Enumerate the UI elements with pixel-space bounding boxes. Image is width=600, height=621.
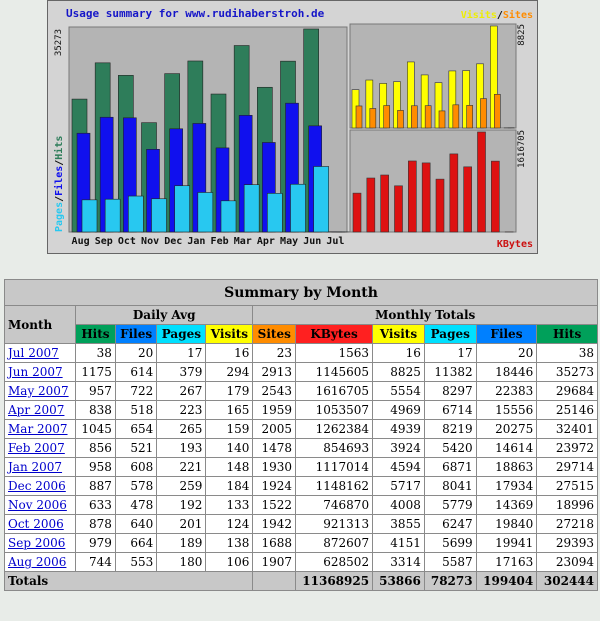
month-link[interactable]: Mar 2007 (8, 422, 68, 436)
daily-avg-header: Daily Avg (76, 306, 252, 324)
monthly-kbytes-cell: 1148162 (296, 477, 372, 495)
monthly-files-cell: 17163 (477, 553, 537, 571)
table-row (5, 515, 597, 533)
monthly-kbytes-cell: 921313 (296, 515, 372, 533)
monthly-sites-cell: 1522 (253, 496, 295, 514)
bar-pages-aug (82, 200, 97, 232)
monthly-kbytes-cell: 1053507 (296, 401, 372, 419)
month-link[interactable]: Dec 2006 (8, 479, 66, 493)
visits-ymax-label: 8825 (517, 24, 527, 46)
daily-files-cell: 608 (116, 458, 156, 476)
legend-slash: / (496, 10, 503, 21)
daily-visits-cell: 165 (206, 401, 252, 419)
monthly-files-cell: 15556 (477, 401, 537, 419)
bar-sites-nov (398, 110, 404, 128)
monthly-hits-cell: 29714 (537, 458, 597, 476)
bar-kbytes-aug (353, 193, 361, 232)
x-tick-label: Dec (164, 236, 183, 247)
month-cell (5, 344, 75, 362)
daily-pages-cell: 193 (157, 439, 205, 457)
x-tick-label: Jul (326, 236, 345, 247)
monthly-hits-cell: 29393 (537, 534, 597, 552)
monthly-kbytes-cell: 1145605 (296, 363, 372, 381)
table-row (5, 382, 597, 400)
daily-pages-cell: 267 (157, 382, 205, 400)
month-link[interactable]: Oct 2006 (8, 517, 64, 531)
bar-pages-feb (221, 201, 236, 232)
month-link[interactable]: Nov 2006 (8, 498, 67, 512)
monthly-totals-header: Monthly Totals (253, 306, 597, 324)
daily-hits-cell: 38 (76, 344, 115, 362)
totals-sites (253, 572, 295, 590)
table-row (5, 420, 597, 438)
bar-kbytes-nov (395, 186, 403, 232)
monthly-kbytes-cell: 628502 (296, 553, 372, 571)
monthly-visits-cell: 4008 (373, 496, 424, 514)
monthly-files-cell: 19941 (477, 534, 537, 552)
month-link[interactable]: Jan 2007 (8, 460, 63, 474)
table-row (5, 496, 597, 514)
x-tick-label: Apr (256, 236, 275, 247)
daily-pages-cell: 192 (157, 496, 205, 514)
bar-pages-nov (152, 199, 167, 232)
month-link[interactable]: Feb 2007 (8, 441, 65, 455)
legend-slash: / (54, 159, 65, 166)
monthly-pages-cell: 17 (425, 344, 476, 362)
visits-legend (461, 9, 533, 21)
daily-hits-cell: 744 (76, 553, 115, 571)
table-row (5, 458, 597, 476)
daily-pages-cell: 223 (157, 401, 205, 419)
table-row (5, 534, 597, 552)
monthly-sites-cell: 1924 (253, 477, 295, 495)
monthly-hits-cell: 32401 (537, 420, 597, 438)
bar-kbytes-jan (422, 163, 430, 232)
daily-hits-cell: 1175 (76, 363, 115, 381)
monthly-sites-cell: 23 (253, 344, 295, 362)
monthly-hits-cell: 38 (537, 344, 597, 362)
bar-pages-dec (175, 186, 190, 232)
month-cell (5, 534, 75, 552)
totals-label: Totals (5, 572, 252, 590)
totals-files: 199404 (477, 572, 537, 590)
table-row (5, 363, 597, 381)
daily-files-cell: 664 (116, 534, 156, 552)
monthly-pages-cell: 5420 (425, 439, 476, 457)
month-link[interactable]: Jul 2007 (8, 346, 59, 360)
month-cell (5, 515, 75, 533)
bar-sites-jan (425, 106, 431, 128)
monthly-kbytes-cell: 1117014 (296, 458, 372, 476)
month-cell (5, 458, 75, 476)
monthly-pages-cell: 5699 (425, 534, 476, 552)
x-tick-label: Mar (233, 236, 252, 247)
daily-pages-cell: 180 (157, 553, 205, 571)
daily-visits-cell: 16 (206, 344, 252, 362)
monthly-visits-cell: 3314 (373, 553, 424, 571)
monthly-pages-cell: 5587 (425, 553, 476, 571)
bar-sites-mar (453, 105, 459, 128)
bar-kbytes-may (478, 132, 486, 232)
daily-visits-cell: 133 (206, 496, 252, 514)
col-monthly-visits: Visits (373, 325, 424, 343)
daily-hits-cell: 957 (76, 382, 115, 400)
daily-visits-cell: 159 (206, 420, 252, 438)
daily-hits-cell: 1045 (76, 420, 115, 438)
month-cell (5, 363, 75, 381)
daily-files-cell: 521 (116, 439, 156, 457)
monthly-hits-cell: 23972 (537, 439, 597, 457)
bar-pages-jan (198, 192, 213, 232)
bar-sites-oct (384, 106, 390, 128)
daily-files-cell: 478 (116, 496, 156, 514)
daily-pages-cell: 17 (157, 344, 205, 362)
usage-chart (47, 0, 538, 254)
month-cell (5, 401, 75, 419)
monthly-pages-cell: 11382 (425, 363, 476, 381)
left-legend (53, 136, 65, 232)
monthly-files-cell: 14369 (477, 496, 537, 514)
monthly-files-cell: 22383 (477, 382, 537, 400)
totals-pages: 78273 (425, 572, 476, 590)
daily-files-cell: 722 (116, 382, 156, 400)
table-row (5, 553, 597, 571)
monthly-pages-cell: 5779 (425, 496, 476, 514)
daily-files-cell: 614 (116, 363, 156, 381)
monthly-hits-cell: 35273 (537, 363, 597, 381)
month-cell (5, 439, 75, 457)
col-monthly-files: Files (477, 325, 537, 343)
x-tick-label: Aug (71, 236, 90, 247)
summary-table-wrap (4, 279, 598, 591)
monthly-visits-cell: 4939 (373, 420, 424, 438)
monthly-visits-cell: 4151 (373, 534, 424, 552)
monthly-visits-cell: 8825 (373, 363, 424, 381)
col-monthly-sites: Sites (253, 325, 295, 343)
x-tick-label: Jun (303, 236, 322, 247)
col-daily-files: Files (116, 325, 156, 343)
daily-visits-cell: 148 (206, 458, 252, 476)
legend-hits: Hits (54, 135, 65, 160)
monthly-hits-cell: 25146 (537, 401, 597, 419)
daily-visits-cell: 179 (206, 382, 252, 400)
monthly-sites-cell: 2005 (253, 420, 295, 438)
legend-sites: Sites (502, 10, 533, 21)
kbytes-legend: KBytes (496, 239, 533, 250)
daily-pages-cell: 201 (157, 515, 205, 533)
monthly-pages-cell: 6871 (425, 458, 476, 476)
monthly-kbytes-cell: 1616705 (296, 382, 372, 400)
daily-files-cell: 654 (116, 420, 156, 438)
bar-kbytes-oct (381, 175, 389, 232)
monthly-visits-cell: 3855 (373, 515, 424, 533)
daily-visits-cell: 294 (206, 363, 252, 381)
daily-visits-cell: 106 (206, 553, 252, 571)
bar-sites-aug (356, 106, 362, 128)
monthly-sites-cell: 1930 (253, 458, 295, 476)
summary-by-month-table (4, 279, 598, 591)
month-link[interactable]: Aug 2006 (8, 555, 67, 569)
table-row (5, 344, 597, 362)
monthly-kbytes-cell: 854693 (296, 439, 372, 457)
x-tick-label: May (280, 236, 299, 247)
monthly-sites-cell: 1942 (253, 515, 295, 533)
monthly-files-cell: 14614 (477, 439, 537, 457)
monthly-hits-cell: 29684 (537, 382, 597, 400)
monthly-hits-cell: 23094 (537, 553, 597, 571)
monthly-visits-cell: 5717 (373, 477, 424, 495)
col-monthly-hits: Hits (537, 325, 597, 343)
col-monthly-pages: Pages (425, 325, 476, 343)
month-cell (5, 420, 75, 438)
daily-files-cell: 518 (116, 401, 156, 419)
monthly-visits-cell: 4594 (373, 458, 424, 476)
x-tick-label: Feb (210, 236, 229, 247)
bar-pages-apr (267, 193, 282, 232)
bar-sites-dec (411, 106, 417, 128)
monthly-sites-cell: 1907 (253, 553, 295, 571)
month-cell (5, 553, 75, 571)
monthly-sites-cell: 1478 (253, 439, 295, 457)
x-tick-label: Nov (141, 236, 160, 247)
bar-pages-mar (244, 185, 259, 232)
table-row (5, 401, 597, 419)
daily-pages-cell: 265 (157, 420, 205, 438)
legend-files: Files (54, 165, 65, 196)
daily-hits-cell: 958 (76, 458, 115, 476)
bar-sites-may (481, 99, 487, 128)
daily-files-cell: 553 (116, 553, 156, 571)
daily-hits-cell: 838 (76, 401, 115, 419)
monthly-pages-cell: 6247 (425, 515, 476, 533)
monthly-hits-cell: 18996 (537, 496, 597, 514)
daily-files-cell: 578 (116, 477, 156, 495)
daily-visits-cell: 124 (206, 515, 252, 533)
x-tick-label: Jan (187, 236, 206, 247)
monthly-kbytes-cell: 1563 (296, 344, 372, 362)
monthly-pages-cell: 8297 (425, 382, 476, 400)
monthly-visits-cell: 4969 (373, 401, 424, 419)
monthly-sites-cell: 1688 (253, 534, 295, 552)
month-link[interactable]: Sep 2006 (8, 536, 66, 550)
bar-pages-oct (128, 196, 143, 232)
daily-hits-cell: 878 (76, 515, 115, 533)
monthly-files-cell: 18446 (477, 363, 537, 381)
monthly-visits-cell: 16 (373, 344, 424, 362)
monthly-pages-cell: 8041 (425, 477, 476, 495)
daily-hits-cell: 887 (76, 477, 115, 495)
left-ymax-label: 35273 (54, 29, 64, 57)
monthly-kbytes-cell: 872607 (296, 534, 372, 552)
monthly-visits-cell: 3924 (373, 439, 424, 457)
daily-hits-cell: 979 (76, 534, 115, 552)
monthly-visits-cell: 5554 (373, 382, 424, 400)
bar-sites-sep (370, 108, 376, 128)
bar-kbytes-sep (367, 178, 375, 232)
x-tick-label: Oct (117, 236, 136, 247)
monthly-hits-cell: 27515 (537, 477, 597, 495)
month-link[interactable]: May 2007 (8, 384, 69, 398)
daily-pages-cell: 189 (157, 534, 205, 552)
monthly-pages-cell: 8219 (425, 420, 476, 438)
legend-slash: / (54, 195, 65, 202)
table-title: Summary by Month (5, 280, 597, 305)
daily-visits-cell: 184 (206, 477, 252, 495)
month-header: Month (5, 306, 75, 343)
legend-visits: Visits (460, 10, 497, 21)
month-cell (5, 477, 75, 495)
monthly-files-cell: 18863 (477, 458, 537, 476)
monthly-sites-cell: 2543 (253, 382, 295, 400)
usage-chart-svg (47, 0, 538, 254)
month-cell (5, 382, 75, 400)
bar-sites-apr (467, 105, 473, 128)
chart-title: Usage summary for www.rudihaberstroh.de (66, 7, 325, 20)
x-tick-label: Sep (94, 236, 113, 247)
month-link[interactable]: Jun 2007 (8, 365, 63, 379)
daily-pages-cell: 259 (157, 477, 205, 495)
col-monthly-kbytes: KBytes (296, 325, 372, 343)
bar-kbytes-apr (464, 167, 472, 232)
daily-hits-cell: 856 (76, 439, 115, 457)
daily-files-cell: 20 (116, 344, 156, 362)
daily-pages-cell: 221 (157, 458, 205, 476)
daily-pages-cell: 379 (157, 363, 205, 381)
month-cell (5, 496, 75, 514)
table-row (5, 439, 597, 457)
totals-visits: 53866 (373, 572, 424, 590)
bar-kbytes-jun (491, 161, 499, 232)
monthly-hits-cell: 27218 (537, 515, 597, 533)
totals-kbytes: 11368925 (296, 572, 372, 590)
legend-pages: Pages (54, 201, 65, 232)
bar-kbytes-feb (436, 179, 444, 232)
monthly-kbytes-cell: 746870 (296, 496, 372, 514)
daily-hits-cell: 633 (76, 496, 115, 514)
bar-pages-jun (314, 166, 329, 232)
monthly-files-cell: 17934 (477, 477, 537, 495)
bar-kbytes-dec (408, 161, 416, 232)
bar-pages-sep (105, 199, 120, 232)
col-daily-hits: Hits (76, 325, 115, 343)
bar-sites-jun (494, 94, 500, 128)
bar-kbytes-mar (450, 154, 458, 232)
monthly-sites-cell: 2913 (253, 363, 295, 381)
monthly-sites-cell: 1959 (253, 401, 295, 419)
daily-files-cell: 640 (116, 515, 156, 533)
table-row (5, 477, 597, 495)
monthly-pages-cell: 6714 (425, 401, 476, 419)
col-daily-pages: Pages (157, 325, 205, 343)
daily-visits-cell: 140 (206, 439, 252, 457)
monthly-kbytes-cell: 1262384 (296, 420, 372, 438)
daily-visits-cell: 138 (206, 534, 252, 552)
monthly-files-cell: 19840 (477, 515, 537, 533)
kbytes-ymax-label: 1616705 (517, 130, 527, 168)
month-link[interactable]: Apr 2007 (8, 403, 65, 417)
bar-sites-feb (439, 111, 445, 128)
bar-pages-may (291, 184, 306, 232)
monthly-files-cell: 20 (477, 344, 537, 362)
col-daily-visits: Visits (206, 325, 252, 343)
totals-hits: 302444 (537, 572, 597, 590)
monthly-files-cell: 20275 (477, 420, 537, 438)
